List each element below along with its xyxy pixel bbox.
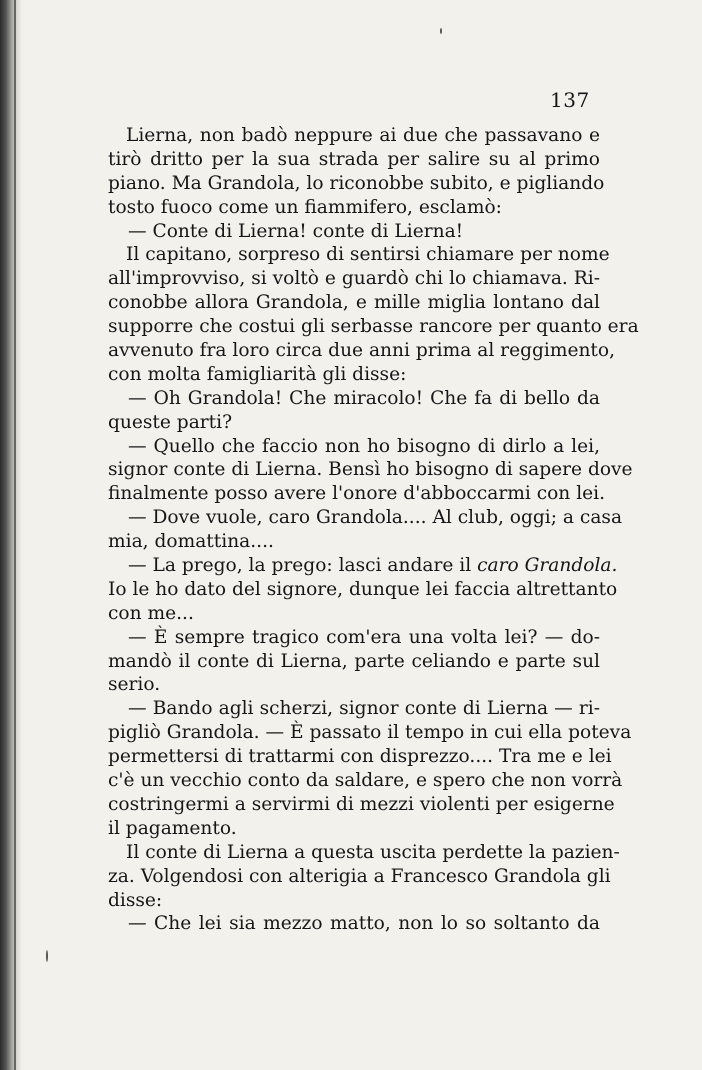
text-line: con molta famigliarità gli disse: — [108, 363, 407, 385]
text-line: Il conte di Lierna a questa uscita perdette la pazien- — [126, 841, 620, 863]
book-binding-shadow — [0, 0, 22, 1070]
text-line: c'è un vecchio conto da saldare, e spero che non vorrà — [108, 770, 623, 792]
text-line: — La prego, la prego: lasci andare il caro Grandola. — [128, 555, 618, 577]
text-line: finalmente posso avere l'onore d'abboccarmi con lei. — [108, 483, 606, 505]
text-line: queste parti? — [108, 411, 233, 433]
text-line: con me... — [108, 602, 194, 624]
text-line: Lierna, non badò neppure ai due che passavano e — [126, 125, 600, 146]
paper-speck — [46, 950, 48, 962]
text-line: — Dove vuole, caro Grandola.... Al club, oggi; a casa — [128, 507, 623, 529]
body-text — [108, 124, 639, 936]
paper-speck — [440, 28, 442, 34]
text-line: — Che lei sia mezzo matto, non lo so soltanto da — [128, 913, 600, 935]
text-line: conobbe allora Grandola, e mille miglia lontano dal — [108, 292, 600, 314]
text-line: Il capitano, sorpreso di sentirsi chiamare per nome — [126, 244, 610, 266]
text-line: costringermi a servirmi di mezzi violenti per esigerne — [108, 793, 615, 815]
text-line: avvenuto fra loro circa due anni prima al reggimento, — [108, 340, 616, 362]
text-line: piano. Ma Grandola, lo riconobbe subito, e pigliando — [108, 172, 605, 194]
text-line: signor conte di Lierna. Bensì ho bisogno di sapere dove — [108, 459, 633, 481]
text-line: serio. — [108, 674, 161, 696]
text-line: mandò il conte di Lierna, parte celiando e parte sul — [108, 650, 600, 672]
text-line: — Conte di Lierna! conte di Lierna! — [128, 220, 464, 242]
text-line: permettersi di trattarmi con disprezzo.... Tra me e lei — [108, 746, 612, 768]
text-line: tirò dritto per la sua strada per salire su al primo — [108, 148, 600, 170]
text-line: — Quello che faccio non ho bisogno di dirlo a lei, — [128, 435, 600, 457]
text-line: supporre che costui gli serbasse rancore per quanto era — [108, 316, 639, 338]
text-line: disse: — [108, 889, 163, 911]
page-number: 137 — [550, 88, 590, 112]
text-line: za. Volgendosi con alterigia a Francesco Grandola gli — [108, 865, 611, 887]
text-line: mia, domattina.... — [108, 531, 274, 553]
text-line: all'improvviso, si voltò e guardò chi lo chiamava. Ri- — [108, 268, 600, 290]
text-line: Io le ho dato del signore, dunque lei faccia altrettanto — [108, 578, 618, 600]
text-line: pigliò Grandola. — È passato il tempo in cui ella poteva — [108, 722, 632, 744]
italic-phrase: caro Grandola. — [477, 555, 618, 577]
text-line: — Oh Grandola! Che miracolo! Che fa di bello da — [128, 387, 600, 409]
text-line: tosto fuoco come un fiammifero, esclamò: — [108, 196, 502, 218]
text-line: — È sempre tragico com'era una volta lei? — do- — [128, 626, 600, 648]
text-line: — Bando agli scherzi, signor conte di Lierna — ri- — [128, 698, 600, 720]
text-line: il pagamento. — [108, 817, 237, 839]
binding-edge-line — [14, 0, 16, 1070]
